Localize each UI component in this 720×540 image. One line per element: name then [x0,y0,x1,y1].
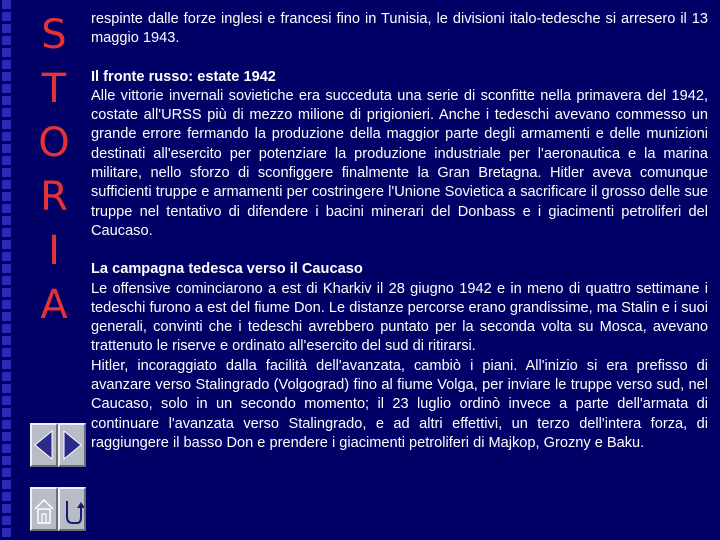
previous-button[interactable] [30,423,58,467]
stripe-cell [2,324,11,333]
section-heading-fronte-russo: Il fronte russo: estate 1942 [91,68,276,85]
section-heading-caucaso: La campagna tedesca verso il Caucaso [91,261,363,278]
stripe-cell [2,204,11,213]
stripe-cell [2,180,11,189]
stripe-cell [2,144,11,153]
stripe-cell [2,108,11,117]
stripe-cell [2,72,11,81]
stripe-cell [2,12,11,21]
stripe-cell [2,96,11,105]
stripe-cell [2,312,11,321]
stripe-cell [2,168,11,177]
stripe-cell [2,132,11,141]
home-icon [32,489,56,529]
spacer [91,49,708,68]
stripe-cell [2,408,11,417]
title-letter: I [48,228,60,274]
stripe-cell [2,120,11,129]
title-letter: S [41,12,67,58]
stripe-cell [2,516,11,525]
stripe-cell [2,360,11,369]
stripe-cell [2,432,11,441]
stripe-cell [2,336,11,345]
stripe-cell [2,372,11,381]
title-letter: T [41,66,67,112]
title-letter: A [40,282,68,328]
stripe-cell [2,84,11,93]
title-letter: O [38,120,70,166]
navigation-panel [30,423,86,531]
section-paragraph-caucaso-2: Hitler, incoraggiato dalla facilità dell'avanzata, cambiò i piani. All'inizio si era prefisso di avanzare verso Stalingrado (Volgograd) fino al fiume Volga, per inviare le truppe verso sud, nel Caucaso, solo in un secondo momento; il 23 luglio ordinò invece a parte dell'armata di continuare l'avanzata verso Stalingrado, e ad altri effettivi, un terzo dell'intera forza, di raggiungere il basso Don e prendere i giacimenti petroliferi di Majkop, Grozny e Baku. [91,357,708,451]
spacer [91,241,708,260]
stripe-cell [2,456,11,465]
stripe-cell [2,252,11,261]
stripe-cell [2,192,11,201]
decorative-stripe [2,0,12,540]
stripe-cell [2,0,11,9]
stripe-cell [2,60,11,69]
stripe-cell [2,156,11,165]
next-button[interactable] [58,423,86,467]
main-content [91,10,708,453]
return-arrow-icon [60,489,84,529]
stripe-cell [2,492,11,501]
stripe-cell [2,444,11,453]
intro-paragraph: respinte dalle forze inglesi e francesi fino in Tunisia, le divisioni italo-tedesche si arresero il 13 maggio 1943. [91,11,708,47]
title-letter: R [40,174,68,220]
stripe-cell [2,528,11,537]
stripe-cell [2,276,11,285]
stripe-cell [2,24,11,33]
stripe-cell [2,48,11,57]
triangle-right-icon [60,425,84,465]
stripe-cell [2,300,11,309]
stripe-cell [2,228,11,237]
stripe-cell [2,504,11,513]
triangle-left-icon [32,425,56,465]
stripe-cell [2,348,11,357]
return-button[interactable] [58,487,86,531]
stripe-cell [2,288,11,297]
stripe-cell [2,396,11,405]
section-paragraph-caucaso-1: Le offensive cominciarono a est di Kharkiv il 28 giugno 1942 e in meno di quattro settimane i tedeschi furono a est del fiume Don. Le distanze percorse erano grandissime, ma Stalin e i suoi generali, convinti che i tedeschi avrebbero puntato per la seconda volta su Mosca, avevano trattenuto le riserve e ordinato all'esercito del sud di ritirarsi. [91,280,708,355]
stripe-cell [2,468,11,477]
stripe-cell [2,216,11,225]
section-paragraph-fronte-russo: Alle vittorie invernali sovietiche era succeduta una serie di sconfitte nella primavera del 1942, costate all'URSS più di mezzo milione di prigionieri. Anche i tedeschi avevano commesso un grande errore fermando la produzione della maggior parte degli armamenti e delle munizioni destinati all'esercito per potenziare la produzione industriale per l'aeronautica e la marina militare, nello sforzo di sconfiggere finalmente la Gran Bretagna. Hitler aveva comunque sufficienti truppe e armamenti per costringere l'Unione Sovietica a sacrificare il grosso delle sue truppe nel tentativo di difendere i bacini minerari del Donbass e i giacimenti petroliferi del Caucaso. [91,87,708,239]
stripe-cell [2,240,11,249]
stripe-cell [2,264,11,273]
stripe-cell [2,36,11,45]
stripe-cell [2,420,11,429]
home-button[interactable] [30,487,58,531]
vertical-title [24,8,84,332]
stripe-cell [2,480,11,489]
stripe-cell [2,384,11,393]
